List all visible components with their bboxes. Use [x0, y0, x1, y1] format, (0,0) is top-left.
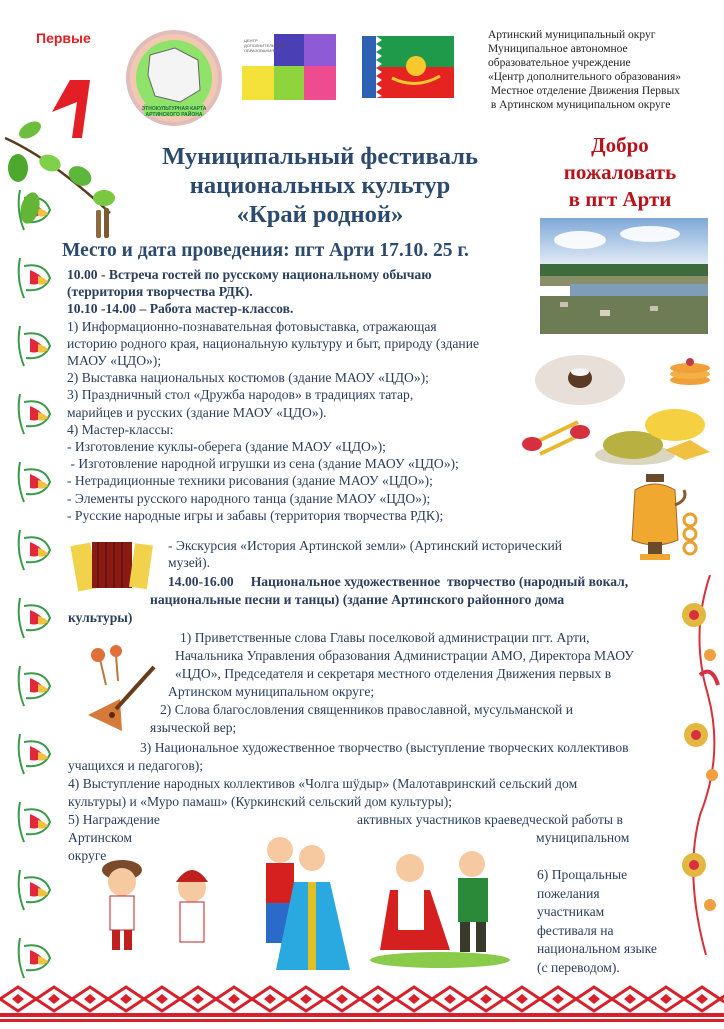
organization-block: [488, 28, 718, 112]
left-ornament-border: [0, 180, 62, 1000]
band-diamond-center: [12, 994, 24, 1004]
band-diamond-center: [192, 994, 204, 1004]
band-diamond-center: [588, 994, 600, 1004]
band-diamond-center: [336, 994, 348, 1004]
program-line: - Изготовление куклы-оберега (здание МАОУ «ЦДО»);: [67, 439, 386, 455]
svg-text:ОБРАЗОВАНИЯ: ОБРАЗОВАНИЯ: [244, 48, 275, 53]
program-line: - Элементы русского народного танца (здание МАОУ «ЦДО»);: [67, 490, 431, 506]
svg-text:ЦЕНТР: ЦЕНТР: [244, 38, 258, 43]
ceremony-line: 1) Приветственные слова Главы поселковой администрации пгт. Арти,: [180, 630, 590, 645]
program-line: - Изготовление народной игрушки из сена (здание МАОУ «ЦДО»);: [67, 456, 459, 472]
svg-text:ЭТНОКУЛЬТУРНАЯ КАРТА: ЭТНОКУЛЬТУРНАЯ КАРТА: [141, 106, 207, 112]
band-diamond-center: [696, 994, 708, 1004]
program-line: 2) Выставка национальных костюмов (здание МАОУ «ЦДО»);: [67, 370, 429, 386]
floral-ornament-icon: [14, 656, 54, 716]
band-diamond: [720, 987, 724, 1011]
floral-ornament-icon: [14, 520, 54, 580]
floral-ornament-icon: [14, 724, 54, 784]
program-line: - Нетрадиционные техники рисования (здание МАОУ «ЦДО»);: [67, 473, 433, 489]
farewell-line: национальном языке: [537, 941, 657, 956]
khokhloma-ornament: [670, 575, 724, 955]
ceremony-line: 2) Слова благословления священников православной, мусульманской и: [160, 702, 573, 717]
award-line: муниципальном: [536, 830, 630, 845]
bottom-ornament-band: [0, 985, 724, 1024]
award-line: округе: [68, 848, 107, 863]
org-line: образовательное учреждение: [488, 57, 631, 69]
accordion-icon: [68, 536, 158, 596]
floral-ornament-icon: [14, 316, 54, 376]
welcome-line: в пгт Арти: [568, 187, 672, 211]
program-line: 3) Праздничный стол «Дружба народов» в традициях татар,: [67, 387, 414, 403]
program-line: 4) Мастер-классы:: [67, 421, 174, 437]
band-diamond-center: [84, 994, 96, 1004]
org-line: «Центр дополнительного образования»: [488, 71, 681, 83]
band-diamond-center: [660, 994, 672, 1004]
ceremony-line: «ЦДО», Председателя и секретаря местного отделения Движения первых в: [175, 666, 612, 681]
program-line: 10.00 - Встреча гостей по русскому национальному обычаю: [67, 267, 432, 282]
ethnocultural-map-logo: [120, 30, 228, 126]
band-diamond-center: [552, 994, 564, 1004]
ceremony-line: Артинском муниципальном округе;: [168, 684, 375, 699]
band-diamond-center: [408, 994, 420, 1004]
welcome-heading: [540, 132, 700, 213]
farewell-block: [537, 866, 657, 977]
band-diamond-center: [480, 994, 492, 1004]
page-title: [110, 142, 530, 229]
ceremony-line: 4) Выступление народных коллективов «Чолга шӱдыр» (Малотавринский сельский дом: [68, 776, 578, 791]
band-diamond-center: [120, 994, 132, 1004]
org-line: Артинский муниципальный округ: [488, 29, 656, 41]
ceremony-line: Начальника Управления образования Администрации АМО, Директора МАОУ: [175, 648, 634, 663]
band-diamond-center: [228, 994, 240, 1004]
band-diamond-center: [372, 994, 384, 1004]
title-line: Муниципальный фестиваль: [162, 143, 478, 170]
award-line: Артинском: [68, 830, 133, 845]
band-diamond-center: [264, 994, 276, 1004]
title-line: «Край родной»: [236, 201, 404, 228]
floral-ornament-icon: [14, 452, 54, 512]
org-line: в Артинском муниципальном округе: [488, 99, 671, 111]
ceremony-line: культуры) и «Муро памаш» (Куркинский сельский дом культуры);: [68, 794, 453, 809]
farewell-line: (с переводом).: [537, 959, 620, 975]
ceremony-line: учащихся и педагогов);: [68, 758, 204, 773]
band-diamond-center: [516, 994, 528, 1004]
floral-ornament-icon: [14, 248, 54, 308]
welcome-line: пожаловать: [563, 160, 677, 184]
band-diamond-center: [300, 994, 312, 1004]
program-line: - Русские народные игры и забавы (территория творчества РДК);: [67, 507, 444, 523]
floral-ornament-icon: [14, 928, 54, 988]
floral-ornament-icon: [14, 792, 54, 852]
pervye-logo: [32, 30, 102, 140]
excursion-line: - Экскурсия «История Артинской земли» (Артинский исторический: [168, 538, 563, 553]
ceremony-line: 3) Национальное художественное творчество (выступление творческих коллективов: [140, 740, 629, 755]
ceremony-line: языческой вер;: [150, 720, 237, 735]
arti-landscape-photo: [540, 218, 708, 334]
org-line: Местное отделение Движения Первых: [488, 85, 680, 97]
program-line: марийцев и русских (здание МАОУ «ЦДО»).: [67, 404, 327, 420]
floral-ornament-icon: [14, 588, 54, 648]
farewell-line: 6) Прощальные: [537, 867, 628, 882]
band-diamond-center: [156, 994, 168, 1004]
excursion-line: музей).: [168, 555, 211, 571]
program-line: (территория творчества РДК).: [67, 284, 253, 300]
program-line: МАОУ «ЦДО»);: [67, 353, 162, 369]
national-costume-children-illustration: [80, 830, 530, 980]
svg-text:АРТИНСКОГО РАЙОНА: АРТИНСКОГО РАЙОНА: [145, 112, 203, 118]
floral-ornament-icon: [14, 860, 54, 920]
painted-spoons-icon: [520, 410, 590, 460]
farewell-line: пожелания: [537, 885, 600, 901]
welcome-line: Добро: [591, 133, 649, 157]
balalaika-icon: [82, 645, 160, 735]
cdo-puzzle-logo: [242, 32, 338, 102]
pervye-logo-text: Первые: [36, 30, 91, 46]
floral-ornament-icon: [14, 384, 54, 444]
svg-text:ДОПОЛНИТЕЛЬНОГО: ДОПОЛНИТЕЛЬНОГО: [244, 43, 286, 48]
afternoon-line-3: культуры): [68, 610, 133, 625]
program-line: 1) Информационно-познавательная фотовыставка, отражающая: [67, 318, 437, 334]
title-line: национальных культур: [189, 172, 451, 199]
arti-flag-logo: [362, 36, 454, 98]
farewell-line: фестиваля на: [537, 922, 614, 938]
venue-date-line: Место и дата проведения: пгт Арти 17.10. 25 г.: [62, 240, 469, 261]
samovar-icon: [620, 470, 700, 565]
award-line: активных участников краеведческой работы в: [357, 812, 623, 827]
band-diamond-center: [444, 994, 456, 1004]
band-diamond-center: [624, 994, 636, 1004]
band-diamond-center: [48, 994, 60, 1004]
program-line: 10.10 -14.00 – Работа мастер-классов.: [67, 301, 294, 317]
org-line: Муниципальное автономное: [488, 43, 628, 55]
farewell-line: участникам: [537, 904, 605, 919]
afternoon-line-2: национальные песни и танцы) (здание Артинского районного дома: [150, 592, 565, 607]
award-line: 5) Награждение: [68, 812, 160, 827]
program-intro: [67, 266, 479, 524]
excursion-block: [168, 537, 562, 571]
afternoon-line-1: 14.00-16.00 Национальное художественное творчество (народный вокал,: [168, 574, 629, 589]
program-line: историю родного края, национальную культуру и быт, природу (здание: [67, 335, 480, 351]
